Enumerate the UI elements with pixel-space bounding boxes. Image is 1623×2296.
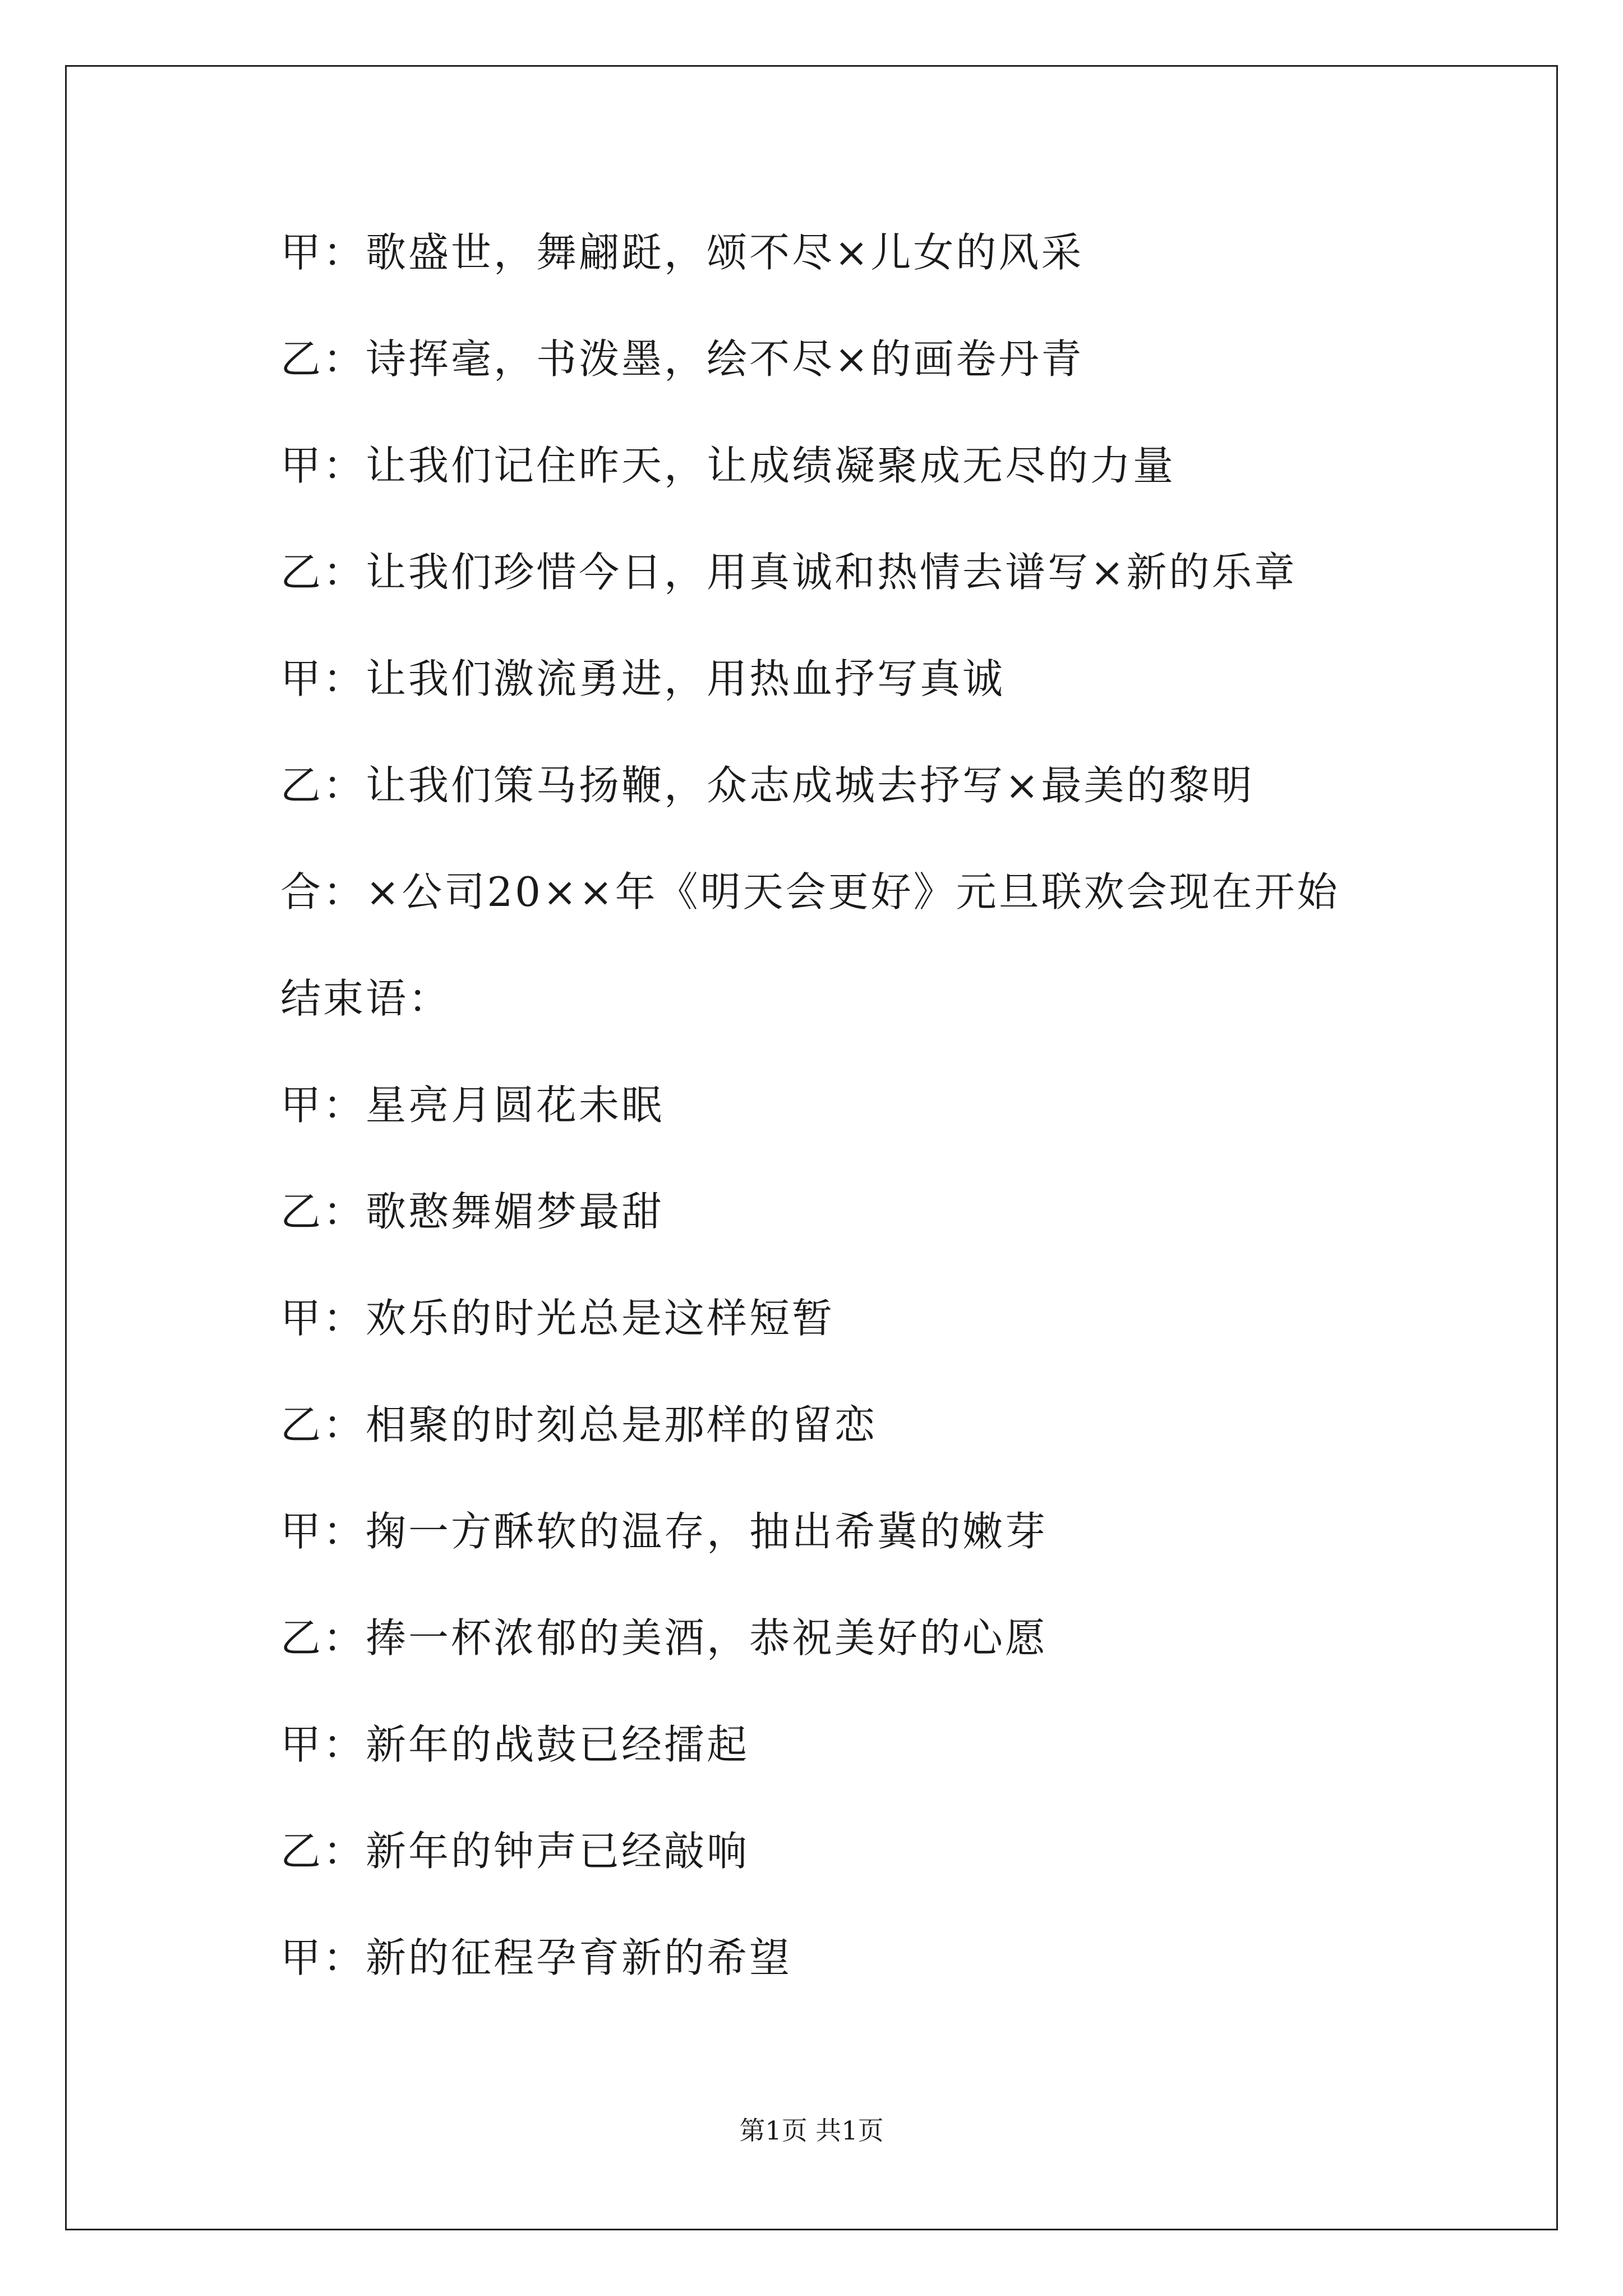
script-line: 合：×公司20××年《明天会更好》元旦联欢会现在开始 xyxy=(280,868,1340,915)
script-line: 甲：让我们激流勇进，用热血抒写真诚 xyxy=(280,655,1006,702)
script-line: 乙：歌憨舞媚梦最甜 xyxy=(280,1188,665,1235)
script-line: 乙：相聚的时刻总是那样的留恋 xyxy=(280,1401,878,1448)
script-line: 乙：让我们策马扬鞭，众志成城去抒写×最美的黎明 xyxy=(280,762,1255,809)
script-line: 甲：让我们记住昨天，让成绩凝聚成无尽的力量 xyxy=(280,442,1176,489)
page-number-footer: 第1页 共1页 xyxy=(739,2115,884,2146)
script-line: 甲：掬一方酥软的温存，抽出希冀的嫩芽 xyxy=(280,1508,1048,1555)
section-heading: 结束语： xyxy=(280,975,451,1022)
script-line: 甲：新的征程孕育新的希望 xyxy=(280,1934,792,1981)
script-line: 甲：新年的战鼓已经擂起 xyxy=(280,1721,750,1768)
script-line: 甲：歌盛世，舞翩跹，颂不尽×儿女的风采 xyxy=(280,229,1084,276)
script-line: 甲：欢乐的时光总是这样短暂 xyxy=(280,1295,835,1342)
script-line: 甲：星亮月圆花未眠 xyxy=(280,1082,665,1129)
document-body xyxy=(280,222,1458,2033)
script-line: 乙：诗挥毫，书泼墨，绘不尽×的画卷丹青 xyxy=(280,335,1084,383)
script-line: 乙：让我们珍惜今日，用真诚和热情去谱写×新的乐章 xyxy=(280,549,1297,596)
script-line: 乙：捧一杯浓郁的美酒，恭祝美好的心愿 xyxy=(280,1614,1048,1662)
script-line: 乙：新年的钟声已经敲响 xyxy=(280,1828,750,1875)
